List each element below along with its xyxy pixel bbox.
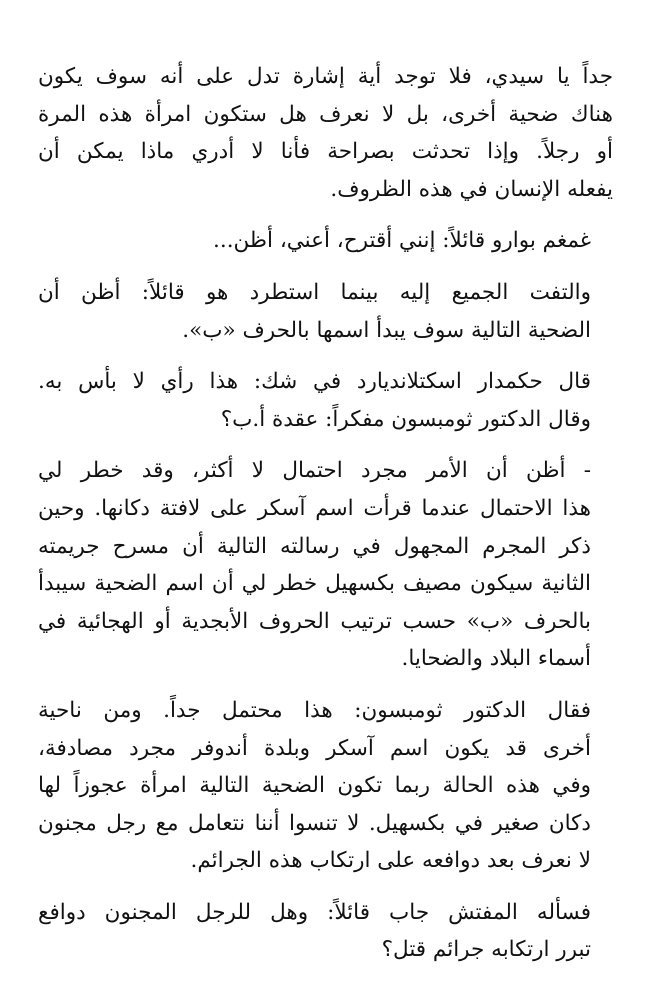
text-line: لا نعرف بعد دوافعه على ارتكاب هذه الجرائم.	[190, 848, 591, 874]
paragraph	[38, 58, 613, 208]
text-line: وقال الدكتور ثومبسون مفكراً: عقدة أ.ب؟	[220, 406, 591, 432]
text-line: الضحية التالية سوف يبدأ اسمها بالحرف «ب».	[182, 317, 591, 343]
text-line: بالحرف «ب» حسب ترتيب الحروف الأبجدية أو الهجائية في	[38, 608, 591, 634]
text-line: هناك ضحية أخرى، بل لا نعرف هل ستكون امرأة هذه المرة	[38, 101, 613, 127]
paragraph	[38, 894, 613, 969]
text-line: دكان صغير في بكسهيل. لا تنسوا أننا نتعامل مع رجل مجنون	[38, 810, 591, 836]
text-line: وفي هذه الحالة ربما تكون الضحية التالية امرأة عجوزاً لها	[38, 773, 591, 799]
text-line: قال حكمدار اسكتلانديارد في شك: هذا رأي لا بأس به.	[38, 369, 591, 395]
text-line: يفعله الإنسان في هذه الظروف.	[330, 176, 613, 202]
book-page	[38, 58, 613, 983]
text-line: غمغم بوارو قائلاً: إنني أقترح، أعني، أظن...	[213, 228, 591, 254]
text-line: فقال الدكتور ثومبسون: هذا محتمل جداً. ومن ناحية	[38, 697, 591, 723]
paragraph	[38, 222, 613, 260]
text-line: - أظن أن الأمر مجرد احتمال لا أكثر، وقد خطر لي	[38, 458, 591, 484]
paragraph	[38, 452, 613, 678]
text-line: ذكر المجرم المجهول في رسالته التالية أن مسرح جريمته	[38, 533, 591, 559]
paragraph	[38, 274, 613, 349]
text-line: جداً يا سيدي، فلا توجد أية إشارة تدل على أنه سوف يكون	[38, 64, 613, 89]
text-line: هذا الاحتمال عندما قرأت اسم آسكر على لافتة دكانها. وحين	[38, 495, 591, 521]
text-line: تبرر ارتكابه جرائم قتل؟	[381, 937, 591, 963]
paragraph	[38, 692, 613, 880]
page-body	[38, 58, 613, 969]
text-line: فسأله المفتش جاب قائلاً: وهل للرجل المجنون دوافع	[38, 899, 591, 925]
text-line: أسماء البلاد والضحايا.	[401, 646, 591, 672]
paragraph	[38, 363, 613, 438]
text-line: والتفت الجميع إليه بينما استطرد هو قائلاً: أظن أن	[38, 279, 591, 305]
text-line: أخرى قد يكون اسم آسكر وبلدة أندوفر مجرد مصادفة،	[38, 735, 591, 761]
text-line: الثانية سيكون مصيف بكسهيل خطر لي أن اسم الضحية سيبدأ	[38, 571, 591, 597]
text-line: أو رجلاً. وإذا تحدثت بصراحة فأنا لا أدري ماذا يمكن أن	[38, 139, 613, 165]
